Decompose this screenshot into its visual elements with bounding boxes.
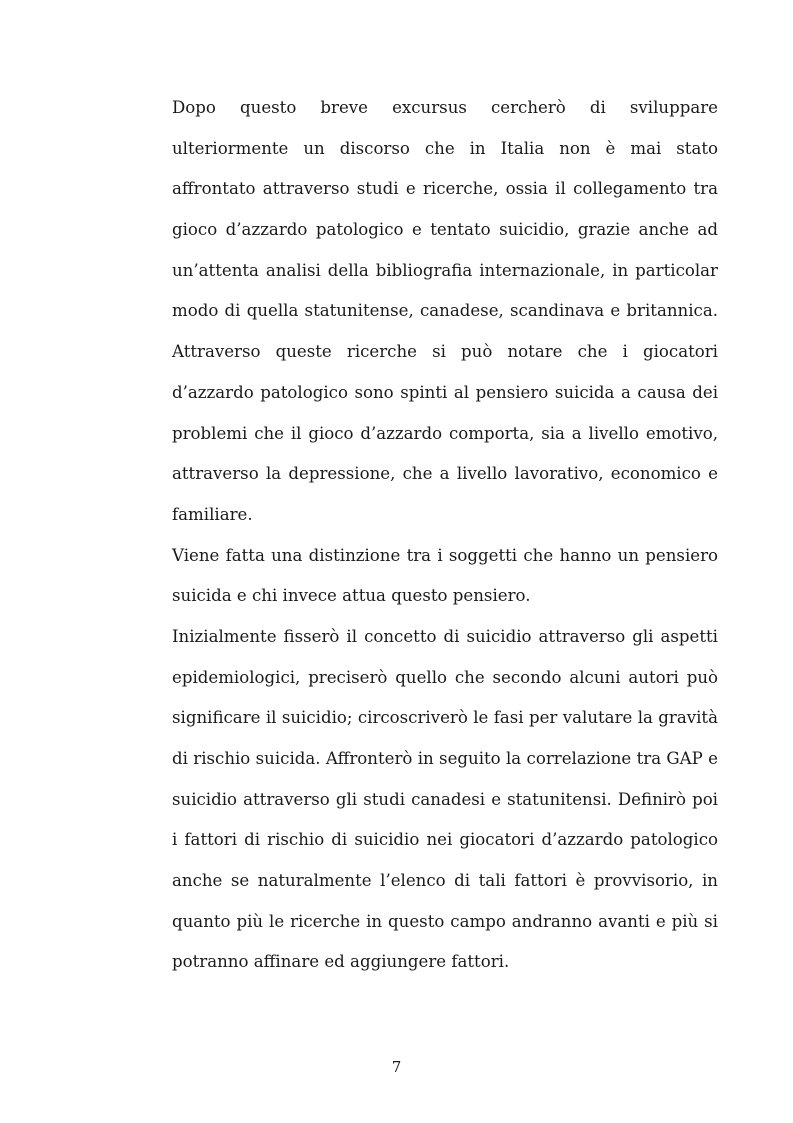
text-line: ulteriormente un discorso che in Italia non è mai stato (172, 138, 718, 158)
text-line: gioco d’azzardo patologico e tentato suicidio, grazie anche ad (172, 220, 718, 240)
text-line: epidemiologici, preciserò quello che secondo alcuni autori può (172, 667, 718, 687)
text-line: familiare. (172, 504, 253, 524)
page-number: 7 (391, 1058, 402, 1076)
text-line: Dopo questo breve excursus cercherò di sviluppare (172, 98, 718, 117)
text-line: suicidio attraverso gli studi canadesi e statunitensi. Definirò poi (172, 789, 718, 809)
text-line: un’attenta analisi della bibliografia internazionale, in particolar (172, 260, 718, 280)
text-line: affrontato attraverso studi e ricerche, ossia il collegamento tra (172, 179, 718, 199)
text-line: d’azzardo patologico sono spinti al pensiero suicida a causa dei (172, 382, 718, 402)
text-line: Attraverso queste ricerche si può notare che i giocatori (172, 342, 718, 362)
text-line: modo di quella statunitense, canadese, scandinava e britannica. (172, 301, 718, 321)
text-line: quanto più le ricerche in questo campo andranno avanti e più si (172, 911, 718, 931)
text-line: significare il suicidio; circoscriverò le fasi per valutare la gravità (172, 708, 718, 728)
text-line: problemi che il gioco d’azzardo comporta, sia a livello emotivo, (172, 423, 718, 443)
text-line: Viene fatta una distinzione tra i soggetti che hanno un pensiero (172, 545, 718, 565)
text-line: anche se naturalmente l’elenco di tali fattori è provvisorio, in (172, 871, 718, 891)
body-text (172, 88, 718, 983)
text-line: potranno affinare ed aggiungere fattori. (172, 952, 510, 972)
text-line: di rischio suicida. Affronterò in seguito la correlazione tra GAP e (172, 749, 718, 768)
text-line: attraverso la depressione, che a livello lavorativo, economico e (172, 464, 718, 484)
text-line: suicida e chi invece attua questo pensiero. (172, 586, 531, 606)
text-line: i fattori di rischio di suicidio nei giocatori d’azzardo patologico (172, 830, 718, 850)
text-line: Inizialmente fisserò il concetto di suicidio attraverso gli aspetti (172, 626, 718, 646)
